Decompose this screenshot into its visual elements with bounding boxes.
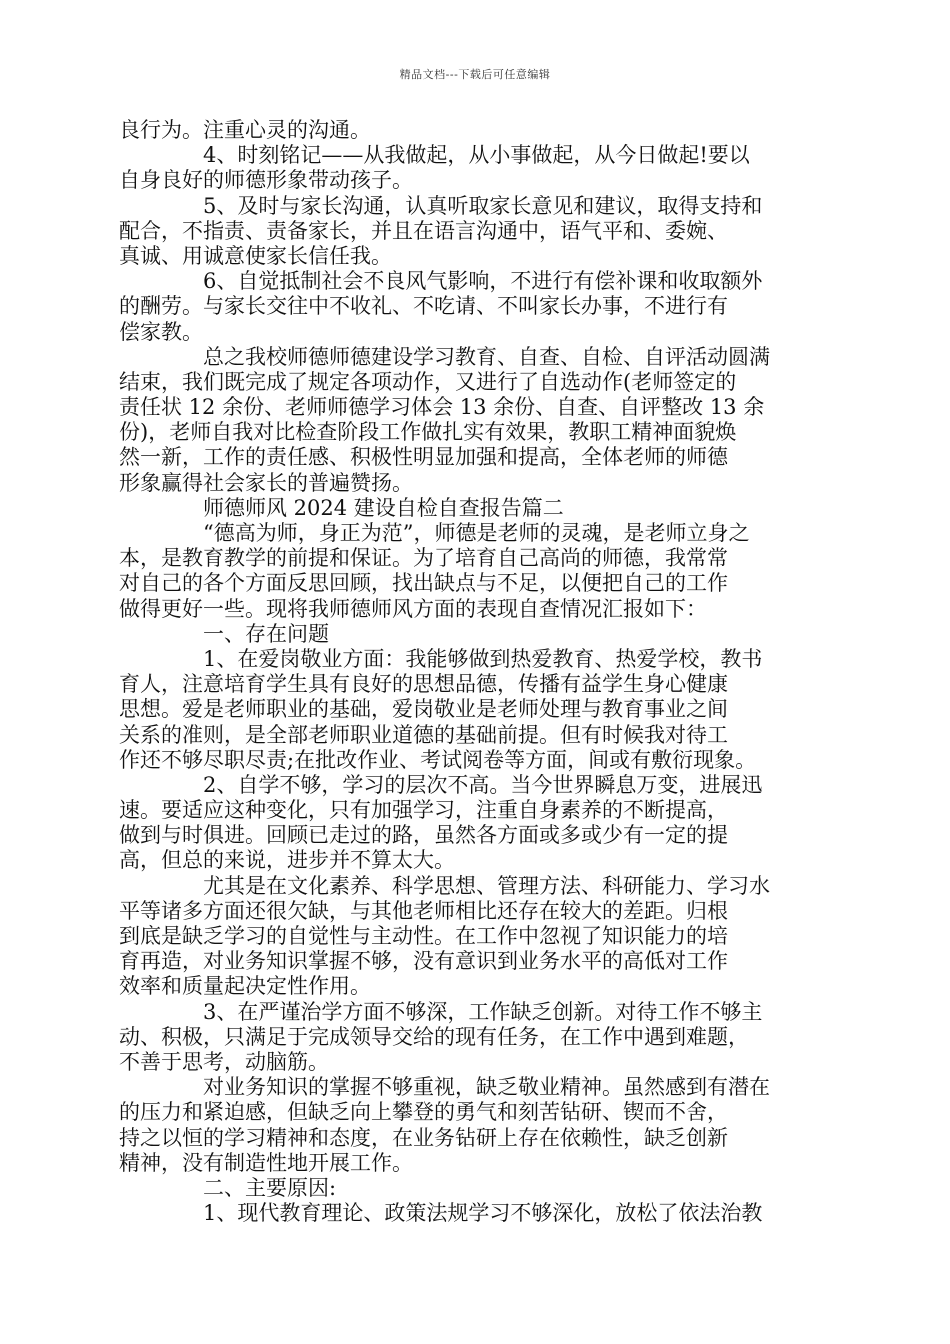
text-line: 责任状 12 余份、老师师德学习体会 13 余份、自查、自评整改 13 余 [119, 395, 765, 420]
text-line: 然一新，工作的责任感、积极性明显加强和提高，全体老师的师德 [119, 445, 728, 470]
text-line: 偿家教。 [119, 319, 203, 344]
page-header: 精品文档---下载后可任意编辑 [399, 68, 551, 81]
text-line: 持之以恒的学习精神和态度，在业务钻研上存在依赖性，缺乏创新 [119, 1125, 728, 1150]
text-line: 作还不够尽职尽责;在批改作业、考试阅卷等方面，间或有敷衍现象。 [119, 747, 757, 772]
text-line: 配合，不指责、责备家长，并且在语言沟通中，语气平和、委婉、 [119, 218, 728, 243]
text-line: 自身良好的师德形象带动孩子。 [119, 168, 413, 193]
text-line: 3、在严谨治学方面不够深，工作缺乏创新。对待工作不够主 [203, 999, 763, 1024]
text-line: 结束，我们既完成了规定各项动作，又进行了自选动作(老师签定的 [119, 369, 737, 394]
text-line: 师德师风 2024 建设自检自查报告篇二 [203, 495, 564, 520]
text-line: 到底是缺乏学习的自觉性与主动性。在工作中忽视了知识能力的培 [119, 924, 728, 948]
text-line: 尤其是在文化素养、科学思想、管理方法、科研能力、学习水 [203, 873, 770, 898]
text-line: 5、及时与家长沟通，认真听取家长意见和建议，取得支持和 [203, 193, 763, 218]
text-line: 1、现代教育理论、政策法规学习不够深化，放松了依法治教 [203, 1201, 763, 1226]
text-line: 对业务知识的掌握不够重视，缺乏敬业精神。虽然感到有潜在 [203, 1075, 770, 1100]
text-line: 的压力和紧迫感，但缺乏向上攀登的勇气和刻苦钻研、锲而不舍， [119, 1100, 728, 1125]
text-line: 二、主要原因: [203, 1175, 337, 1200]
text-line: 真诚、用诚意使家长信任我。 [119, 243, 392, 268]
text-line: 育人，注意培育学生具有良好的思想品德，传播有益学生身心健康 [119, 672, 728, 697]
text-line: 高，但总的来说，进步并不算太大。 [119, 848, 455, 873]
text-line: 思想。爱是老师职业的基础，爱岗敬业是老师处理与教育事业之间 [119, 697, 728, 722]
text-line: 对自己的各个方面反思回顾，找出缺点与不足，以便把自己的工作 [119, 571, 728, 596]
text-line: 效率和质量起决定性作用。 [119, 974, 371, 999]
text-line: 份)，老师自我对比检查阶段工作做扎实有效果，教职工精神面貌焕 [119, 420, 737, 445]
text-line: 育再造，对业务知识掌握不够，没有意识到业务水平的高低对工作 [119, 949, 728, 974]
text-line: 平等诸多方面还很欠缺，与其他老师相比还存在较大的差距。归根 [119, 898, 728, 923]
text-line: 关系的准则，是全部老师职业道德的基础前提。但有时候我对待工 [119, 722, 728, 747]
text-line: 的酬劳。与家长交往中不收礼、不吃请、不叫家长办事，不进行有 [119, 294, 728, 319]
text-line: 精神，没有制造性地开展工作。 [119, 1150, 413, 1175]
text-line: 本，是教育教学的前提和保证。为了培育自己高尚的师德，我常常 [119, 546, 728, 571]
text-line: 形象赢得社会家长的普遍赞扬。 [119, 470, 413, 495]
text-line: 良行为。注重心灵的沟通。 [119, 118, 371, 142]
text-line: “德高为师，身正为范”，师德是老师的灵魂，是老师立身之 [203, 521, 750, 545]
text-line: 不善于思考，动脑筋。 [119, 1049, 329, 1074]
text-line: 做到与时俱进。回顾已走过的路，虽然各方面或多或少有一定的提 [119, 823, 728, 848]
text-line: 一、存在问题 [203, 621, 329, 646]
text-line: 2、自学不够，学习的层次不高。当今世界瞬息万变，进展迅 [203, 772, 763, 797]
text-line: 6、自觉抵制社会不良风气影响，不进行有偿补课和收取额外 [203, 269, 763, 294]
text-line: 动、积极，只满足于完成领导交给的现有任务，在工作中遇到难题， [119, 1024, 749, 1049]
text-line: 速。要适应这种变化，只有加强学习，注重自身素养的不断提高， [119, 798, 728, 823]
text-line: 总之我校师德师德建设学习教育、自查、自检、自评活动圆满 [203, 344, 770, 369]
text-line: 1、在爱岗敬业方面：我能够做到热爱教育、热爱学校，教书 [203, 646, 763, 671]
document-body [119, 118, 829, 1226]
text-line: 做得更好一些。现将我师德师风方面的表现自查情况汇报如下： [119, 596, 707, 621]
text-line: 4、时刻铭记——从我做起，从小事做起，从今日做起!要以 [203, 143, 750, 168]
